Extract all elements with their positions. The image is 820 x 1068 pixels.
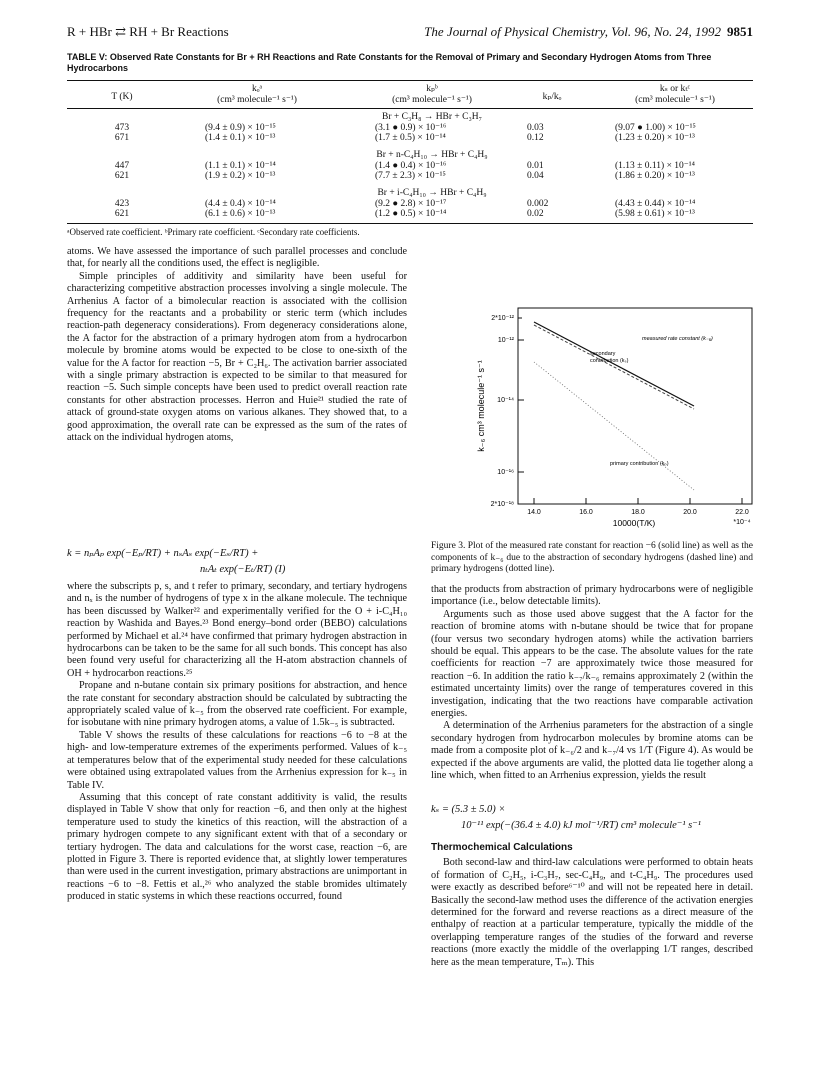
section-heading: Thermochemical Calculations <box>431 842 573 853</box>
table-cell: (9.4 ± 0.9) × 10⁻¹⁵ <box>205 123 276 133</box>
paragraph: atoms. We have assessed the importance of such parallel processes and conclude that, for nearly all the conditions used, the effect is negligible. <box>67 246 407 270</box>
col-header-kp: kₚᵇ <box>426 84 438 94</box>
figure-3-caption: Figure 3. Plot of the measured rate constant for reaction −6 (solid line) as well as the components of k₋₆ due to the abstraction of secondary hydrogens (dashed line) and primary hydrogens (dotted line). <box>431 541 753 574</box>
x-tick-label: 16.0 <box>579 509 593 516</box>
primary-contribution-line <box>534 362 694 490</box>
y-tick-label: 10⁻¹² <box>497 337 514 344</box>
table-cell: 0.02 <box>527 209 544 219</box>
table-cell: (1.7 ± 0.5) × 10⁻¹⁴ <box>375 133 446 143</box>
table-cell: (4.43 ± 0.44) × 10⁻¹⁴ <box>615 199 696 209</box>
paragraph: Arguments such as those used above suggest that the A factor for the reaction of bromine atoms with n-butane should be twice that for propane (four versus two secondary hydrogen atoms) while the activation barriers should be equal. This appears to be the case. The absolute values for the rate coefficients for reaction −7 are approximately twice those measured for reaction −6. In addition the ratio k₋₇/k₋₆ remains approximately 2 (within the estimated uncertainty limits) over the range of temperatures covered in this investigation, indicating that the two reactions have comparable activation energies. <box>431 608 753 720</box>
reaction-label: Br + i-C₄H₁₀ → HBr + C₄H₉ <box>377 188 487 198</box>
x-tick-label: 18.0 <box>631 509 645 516</box>
x-tick-label: 22.0 <box>735 509 749 516</box>
table-footnotes: ᵃObserved rate coefficient. ᵇPrimary rate coefficient. ᶜSecondary rate coefficients. <box>67 227 360 237</box>
right-column-lower <box>431 836 753 969</box>
table-cell: (3.1 ● 0.9) × 10⁻¹⁶ <box>375 123 447 133</box>
header-journal-name: The Journal of Physical Chemistry, Vol. 96, No. 24, 1992 <box>424 24 721 39</box>
paragraph: Simple principles of additivity and similarity have been useful for characterizing competitive abstraction processes involving a single molecule. The Arrhenius A factor of a bimolecular reaction is associated with the collision frequency for the reactants and a probability or steric term (which includes reaction-path degeneracy considerations). From degeneracy considerations alone, the A factor for the abstraction of a primary hydrogen atom from a hydrocarbon molecule by bromine atoms would be expected to be close to one-sixth of the value for the A factor for reaction −5, Br + C₂H₆. The activation barrier associated with a single primary abstraction is expected to be similar to that measured for reaction −5. Such simple concepts have been used to predict overall reaction rate constants for other abstraction processes. Herron and Huie²¹ studied the rate of attack of ground-state oxygen atoms on various alkanes. They showed that, to a good approximation, the overall rate can be expressed as the sum of the rates of attack on the individual hydrogen atoms, <box>67 270 407 444</box>
x-tick-label: 14.0 <box>527 509 541 516</box>
table-cell: 621 <box>114 209 130 219</box>
table-cell: (1.1 ± 0.1) × 10⁻¹⁴ <box>205 161 276 171</box>
table-cell: (1.9 ± 0.2) × 10⁻¹³ <box>205 171 276 181</box>
table-cell: (1.2 ● 0.5) × 10⁻¹⁴ <box>375 209 447 219</box>
equation-line: kₛ = (5.3 ± 5.0) × <box>431 804 506 815</box>
col-header-kp-unit: (cm³ molecule⁻¹ s⁻¹) <box>392 95 472 105</box>
paragraph: where the subscripts p, s, and t refer to primary, secondary, and tertiary hydrogens and nₓ is the number of hydrogens of type x in the alkane molecule. The technique has been discussed by Walker²² and experimentally verified for the O + i-C₄H₁₀ reaction by Washida and Bayes.²³ Bond energy–bond order (BEBO) calculations performed by Michael et al.²⁴ have confirmed that primary hydrogen abstraction in hydrocarbons can be taken to be the same for all such bonds. This concept has also been found very useful for characterizing all the H-atom abstraction channels of OH + hydrocarbon reactions.²⁵ <box>67 581 407 679</box>
table-cell: 473 <box>114 123 130 133</box>
y-tick-label: 10⁻¹⁴ <box>497 397 514 404</box>
table-cell: (1.86 ± 0.20) × 10⁻¹³ <box>615 171 695 181</box>
paragraph: Assuming that this concept of rate constant additivity is valid, the results displayed in Table V show that only for reaction −6, and then only at the highest temperature used to study the kinetics of this reaction, will the abstraction of a primary hydrogen compete to any significant extent with that of a secondary or tertiary hydrogen. The data and calculations for the worst case, reaction −6, are plotted in Figure 3. There is reported evidence that, at slightly lower temperatures than were used in the current investigation, primary abstractions are unimportant in reactions −6 to −8. Fettis et al.,²⁶ who analyzed the stable bromides ultimately produced in static systems in which these reactions occurred, found <box>67 791 407 903</box>
table-cell: (6.1 ± 0.6) × 10⁻¹³ <box>205 209 276 219</box>
y-axis-label: k₋₆ cm³ molecule⁻¹ s⁻¹ <box>476 360 486 452</box>
x-axis-multiplier: *10⁻⁴ <box>733 519 751 526</box>
left-column-lower <box>67 581 407 904</box>
table-cell: 671 <box>114 133 130 143</box>
paragraph: Propane and n-butane contain six primary positions for abstraction, and hence the rate constant for secondary abstraction should be calculated by subtracting the appropriately scaled value of k₋₅ from the observed rate coefficient. For example, for isobutane with nine primary hydrogen atoms, a value of 1.5k₋₅ is subtracted. <box>67 680 407 729</box>
table-cell: 423 <box>114 199 130 209</box>
header-article-title: R + HBr ⇄ RH + Br Reactions <box>67 24 229 39</box>
page-number: 9851 <box>727 24 753 39</box>
table-cell: (9.07 ● 1.00) × 10⁻¹⁵ <box>615 123 696 133</box>
table-cell: 0.002 <box>527 199 549 209</box>
table-cell: (1.4 ● 0.4) × 10⁻¹⁶ <box>375 161 447 171</box>
equation-line: nₜAₜ exp(−Eₜ/RT) (I) <box>200 564 286 575</box>
table-cell: (1.4 ± 0.1) × 10⁻¹³ <box>205 133 276 143</box>
y-tick-label: 10⁻¹⁶ <box>497 469 514 476</box>
right-column-upper <box>431 584 753 783</box>
col-header-ratio: kₚ/kₒ <box>542 92 562 102</box>
col-header-kobs: kₒᵃ <box>251 84 263 94</box>
table-cell: (1.13 ± 0.11) × 10⁻¹⁴ <box>615 161 695 171</box>
table-cell: 0.12 <box>527 133 544 143</box>
equation-line: 10⁻¹¹ exp(−(36.4 ± 4.0) kJ mol⁻¹/RT) cm³ molecule⁻¹ s⁻¹ <box>461 820 701 831</box>
running-header <box>67 24 753 42</box>
plot-frame <box>518 308 752 504</box>
col-header-kobs-unit: (cm³ molecule⁻¹ s⁻¹) <box>217 95 297 105</box>
table-cell: 0.03 <box>527 123 544 133</box>
table-caption: TABLE V: Observed Rate Constants for Br + RH Reactions and Rate Constants for the Removal of Primary and Secondary Hydrogen Atoms from Three Hydrocarbons <box>67 52 712 73</box>
col-header-ks-unit: (cm³ molecule⁻¹ s⁻¹) <box>635 95 715 105</box>
table-cell: 447 <box>114 161 130 171</box>
table-cell: (5.98 ± 0.61) × 10⁻¹³ <box>615 209 695 219</box>
table-cell: (1.23 ± 0.20) × 10⁻¹³ <box>615 133 695 143</box>
y-tick-label: 2*10⁻¹² <box>491 315 514 322</box>
col-header-ks: kₛ or kₜᶜ <box>659 84 691 94</box>
paragraph: A determination of the Arrhenius parameters for the abstraction of a single secondary hydrogen from hydrocarbon molecules by bromine atoms can be made from a composite plot of k₋₆/2 and k₋₇/4 vs 1/T (Figure 4). As would be expected if the above arguments are valid, the plotted data lie together along a line which, when fitted to an Arrhenius expression, yields the result <box>431 720 753 782</box>
table-cell: 621 <box>114 171 130 181</box>
figure-3-plot <box>460 300 760 530</box>
label-measured: measured rate constant (k₋₆) <box>642 336 713 342</box>
paragraph: that the products from abstraction of primary hydrocarbons were of negligible importance (i.e., below detectable limits). <box>431 584 753 608</box>
reaction-label: Br + n-C₄H₁₀ → HBr + C₄H₉ <box>376 150 488 160</box>
equation-line: k = nₚAₚ exp(−Eₚ/RT) + nₛAₛ exp(−Eₛ/RT) + <box>67 548 259 559</box>
x-axis-label: 10000(T/K) <box>612 518 656 528</box>
table-cell: 0.01 <box>527 161 544 171</box>
table-bottom-rule <box>67 223 753 224</box>
header-journal <box>424 24 753 40</box>
paragraph: Table V shows the results of these calculations for reactions −6 to −8 at the high- and low-temperature extremes of the experiments performed. Values of k₋₅ at temperatures below that of the experimental study needed for these calculations were obtained using extrapolated values from the Arrhenius expression for k₋₅ in Table IV. <box>67 729 407 791</box>
col-header-temperature: T (K) <box>111 92 133 102</box>
label-primary: primary contribution (kₚ) <box>610 461 669 467</box>
x-tick-label: 20.0 <box>683 509 697 516</box>
table-cell: 0.04 <box>527 171 544 181</box>
measured-rate-line <box>534 322 694 406</box>
table-top-rule <box>67 80 753 81</box>
table-cell: (4.4 ± 0.4) × 10⁻¹⁴ <box>205 199 276 209</box>
table-header-rule <box>67 108 753 109</box>
y-tick-label: 2*10⁻¹⁸ <box>490 501 514 508</box>
label-secondary: contribution (kₛ) <box>590 358 629 364</box>
table-cell: (7.7 ± 2.3) × 10⁻¹⁵ <box>375 171 446 181</box>
paragraph: Both second-law and third-law calculations were performed to obtain heats of formation of C₂H₅, i-C₃H₇, sec-C₄H₉, and t-C₄H₉. The procedures used were exactly as described before⁶⁻¹⁰ and will not be repeated here in detail. Basically the second-law method uses the difference of the activation energies determined for the forward and reverse reactions as a direct measure of the enthalpy of reaction at a particular temperature, typically the middle of the overlapping temperature ranges of the studies of the forward and reverse reactions (more exactly the middle of the overlapping 1/T ranges, described here as the mean temperature, Tₘ). This <box>431 857 753 968</box>
reaction-label: Br + C₃H₈ → HBr + C₃H₇ <box>382 112 482 122</box>
left-column-upper <box>67 246 407 445</box>
label-secondary: secondary <box>590 351 616 357</box>
table-cell: (9.2 ● 2.8) × 10⁻¹⁷ <box>375 199 447 209</box>
